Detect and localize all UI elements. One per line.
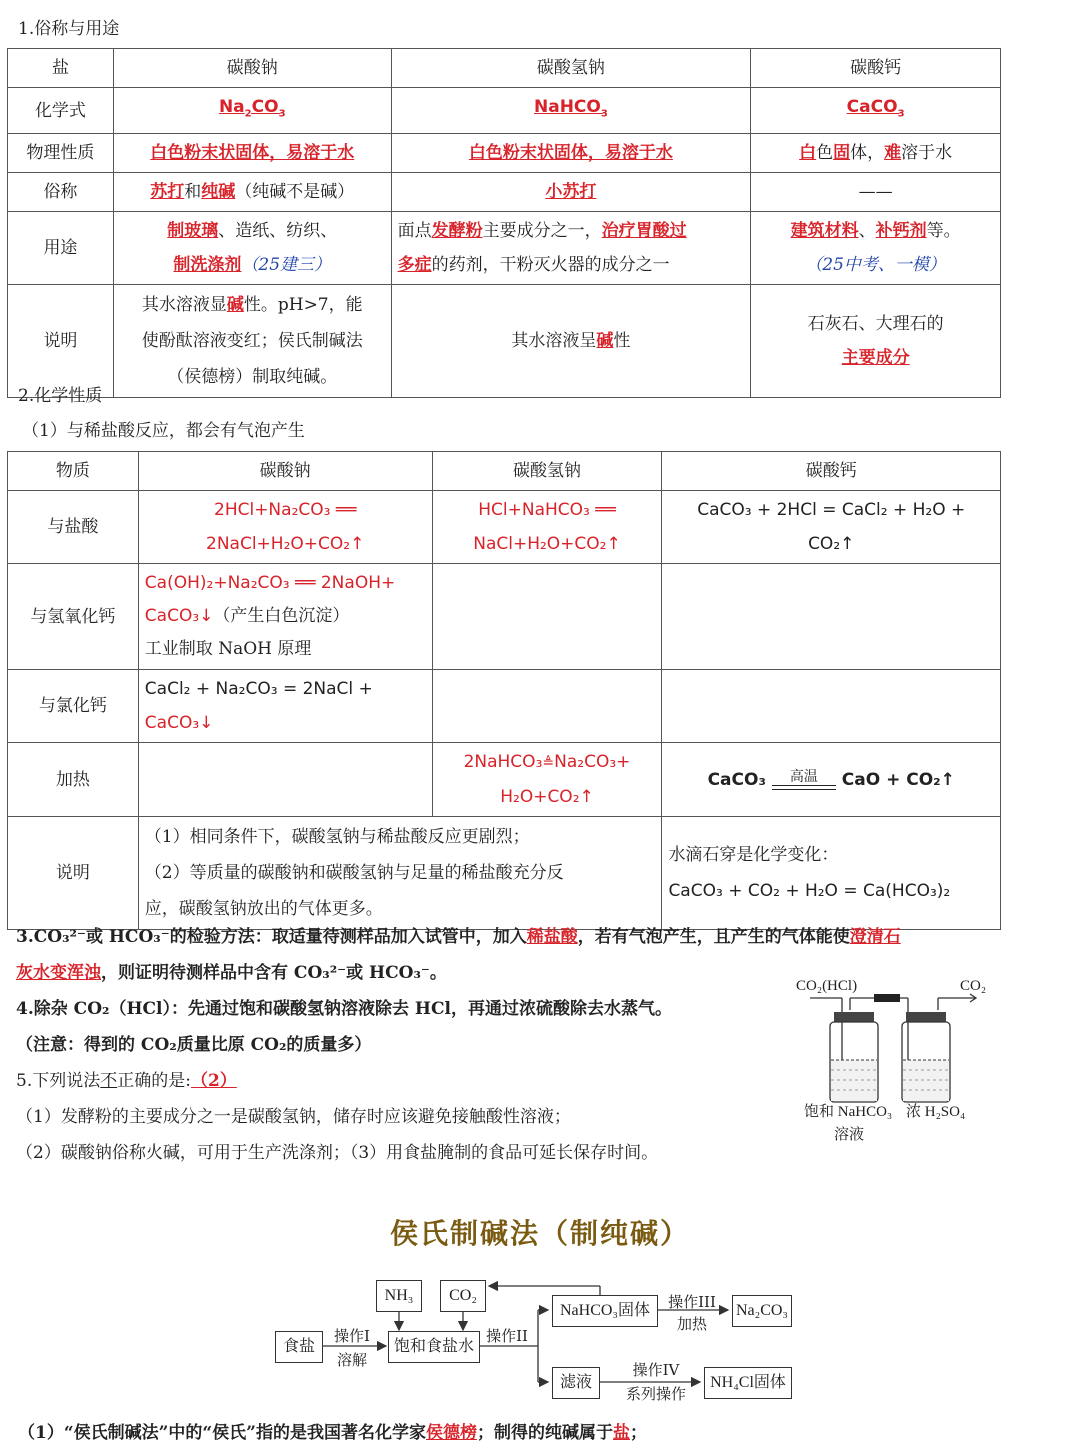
reaction-cell: CaCl₂ + Na₂CO₃ = 2NaCl + CaCO₃↓ [138, 670, 432, 743]
brine-box: 饱和食盐水 [388, 1331, 480, 1363]
properties-table [7, 451, 1001, 930]
section-5-option2-3: （2）碳酸钠俗称火碱，可用于生产洗涤剂；（3）用食盐腌制的食品可延长保存时间。 [16, 1143, 659, 1163]
row-label: 与氢氧化钙 [8, 564, 139, 670]
cell-text: 石灰石、大理石的 主要成分 [751, 285, 1001, 398]
section-3-line2: 灰水变浑浊，则证明待测样品中含有 CO₃²⁻或 HCO₃⁻。 [16, 963, 447, 983]
reaction-cell: CaCO₃ + 2HCl = CaCl₂ + H₂O + CO₂↑ [662, 491, 1001, 564]
row-label: 加热 [8, 743, 139, 817]
section-2-title: 2.化学性质 [18, 386, 103, 406]
apparatus-svg [790, 990, 990, 1120]
series-label: 系列操作 [625, 1385, 686, 1403]
gas-washing-apparatus [790, 970, 990, 1150]
header-cell: 盐 [8, 49, 114, 88]
outlet-label: CO₂ [960, 978, 987, 994]
row-label: 用途 [8, 212, 114, 285]
table-header-row [8, 452, 1001, 491]
header-cell: 碳酸钙 [662, 452, 1001, 491]
section-5-question: 5.下列说法不正确的是:（2） [16, 1071, 237, 1091]
na2co3-box: Na₂CO₃ [732, 1295, 792, 1327]
table-row [8, 285, 1001, 398]
cell-text: 白色粉末状固体，易溶于水 [391, 134, 751, 173]
cell-text: 面点发酵粉主要成分之一，治疗胃酸过 多症的药剂，干粉灭火器的成分之一 [391, 212, 751, 285]
formula-nahco3: NaHCO$_3$ [391, 88, 751, 134]
row-label: 说明 [8, 285, 114, 398]
filtrate-box: 滤液 [552, 1367, 600, 1399]
inlet-label: CO₂(HCl) [796, 978, 858, 994]
cell-text: 小苏打 [391, 173, 751, 212]
header-cell: 物质 [8, 452, 139, 491]
nahco3-box: NaHCO₃固体 [552, 1295, 658, 1327]
header-cell: 碳酸钙 [751, 49, 1001, 88]
table-row [8, 88, 1001, 134]
dissolve-label: 溶解 [336, 1351, 367, 1369]
nh4cl-box: NH₄Cl固体 [704, 1367, 792, 1399]
row-label: 与盐酸 [8, 491, 139, 564]
salt-box: 食盐 [275, 1331, 323, 1363]
section-4-line1: 4.除杂 CO₂（HCl）：先通过饱和碳酸氢钠溶液除去 HCl，再通过浓硫酸除去水蒸气。 [16, 999, 672, 1019]
reaction-cell: HCl+NaHCO₃ ══ NaCl+H₂O+CO₂↑ [432, 491, 662, 564]
reaction-cell: CaCO₃ 高温 CaO + CO₂↑ [662, 743, 1001, 817]
cell-text: 其水溶液显碱性。pH>7，能 使酚酞溶液变红；侯氏制碱法 （侯德榜）制取纯碱。 [113, 285, 391, 398]
reaction-cell: Ca(OH)₂+Na₂CO₃ ══ 2NaOH+ CaCO₃↓（产生白色沉淀） 工业制取 NaOH 原理 [138, 564, 432, 670]
section-2-subtitle: （1）与稀盐酸反应，都会有气泡产生 [22, 421, 305, 441]
reaction-cell: 2NaHCO₃≜Na₂CO₃+ H₂O+CO₂↑ [432, 743, 662, 817]
empty-cell [662, 564, 1001, 670]
empty-cell [662, 670, 1001, 743]
cell-text: 苏打和纯碱（纯碱不是碱） [113, 173, 391, 212]
table-row [8, 212, 1001, 285]
empty-cell [432, 670, 662, 743]
row-label: 与氯化钙 [8, 670, 139, 743]
row-label: 俗称 [8, 173, 114, 212]
formula-na2co3: $Na_2CO_3$ [113, 88, 391, 134]
cell-text: 白色粉末状固体，易溶于水 [113, 134, 391, 173]
cell-text: 其水溶液呈碱性 [391, 285, 751, 398]
section-5-option1: （1）发酵粉的主要成分之一是碳酸氢钠，储存时应该避免接触酸性溶液； [16, 1107, 571, 1127]
usage-table [7, 48, 1001, 398]
header-cell: 碳酸氢钠 [432, 452, 662, 491]
op1-label: 操作I [334, 1327, 370, 1345]
condition-label: 高温 [789, 769, 818, 785]
cell-text: —— [751, 173, 1001, 212]
table-row [8, 670, 1001, 743]
table-header-row [8, 49, 1001, 88]
table-row [8, 173, 1001, 212]
empty-cell [432, 564, 662, 670]
bottle1-label: 饱和 NaHCO₃ [804, 1104, 893, 1120]
bottle1-label-2: 溶液 [834, 1125, 865, 1143]
heat-label: 加热 [676, 1315, 707, 1333]
header-cell: 碳酸氢钠 [391, 49, 751, 88]
header-cell: 碳酸钠 [138, 452, 432, 491]
table-row [8, 491, 1001, 564]
table-row [8, 134, 1001, 173]
bottom-question: （1）“侯氏制碱法”中的“侯氏”指的是我国著名化学家侯德榜；制得的纯碱属于盐； [18, 1423, 647, 1443]
section-4-line2: （注意：得到的 CO₂质量比原 CO₂的质量多） [16, 1035, 372, 1055]
note-cell: （1）相同条件下，碳酸氢钠与稀盐酸反应更剧烈； （2）等质量的碳酸钠和碳酸氢钠与足量的稀盐酸充分反 应，碳酸氢钠放出的气体更多。 [138, 817, 662, 930]
row-label: 化学式 [8, 88, 114, 134]
row-label: 物理性质 [8, 134, 114, 173]
table-row [8, 743, 1001, 817]
formula-caco3: CaCO$_3$ [751, 88, 1001, 134]
cell-text: 建筑材料、补钙剂等。 （25中考、一模） [751, 212, 1001, 285]
cell-text: 制玻璃、造纸、纺织、 制洗涤剂（25建三） [113, 212, 391, 285]
header-cell: 碳酸钠 [113, 49, 391, 88]
note-cell: 水滴石穿是化学变化： CaCO₃ + CO₂ + H₂O = Ca(HCO₃)₂ [662, 817, 1001, 930]
section-3-line1: 3.CO₃²⁻或 HCO₃⁻的检验方法：取适量待测样品加入试管中，加入稀盐酸，若有气泡产生，且产生的气体能使澄清石 [16, 927, 901, 947]
co2-box: CO₂ [440, 1280, 486, 1312]
table-row [8, 564, 1001, 670]
row-label: 说明 [8, 817, 139, 930]
nh3-box: NH₃ [376, 1280, 422, 1312]
op4-label: 操作IV [632, 1361, 680, 1379]
hou-flow-diagram [0, 1270, 1080, 1410]
flow-arrows [0, 1270, 1080, 1410]
section-1-title: 1.俗称与用途 [18, 19, 120, 39]
empty-cell [138, 743, 432, 817]
bottle2-label: 浓 H₂SO₄ [906, 1104, 966, 1120]
op3-label: 操作III [668, 1293, 716, 1311]
cell-text: 白色固体，难溶于水 [751, 134, 1001, 173]
op2-label: 操作II [486, 1327, 528, 1345]
hou-process-title: 侯氏制碱法（制纯碱） [389, 1217, 690, 1250]
table-row [8, 817, 1001, 930]
reaction-cell: 2HCl+Na₂CO₃ ══ 2NaCl+H₂O+CO₂↑ [138, 491, 432, 564]
